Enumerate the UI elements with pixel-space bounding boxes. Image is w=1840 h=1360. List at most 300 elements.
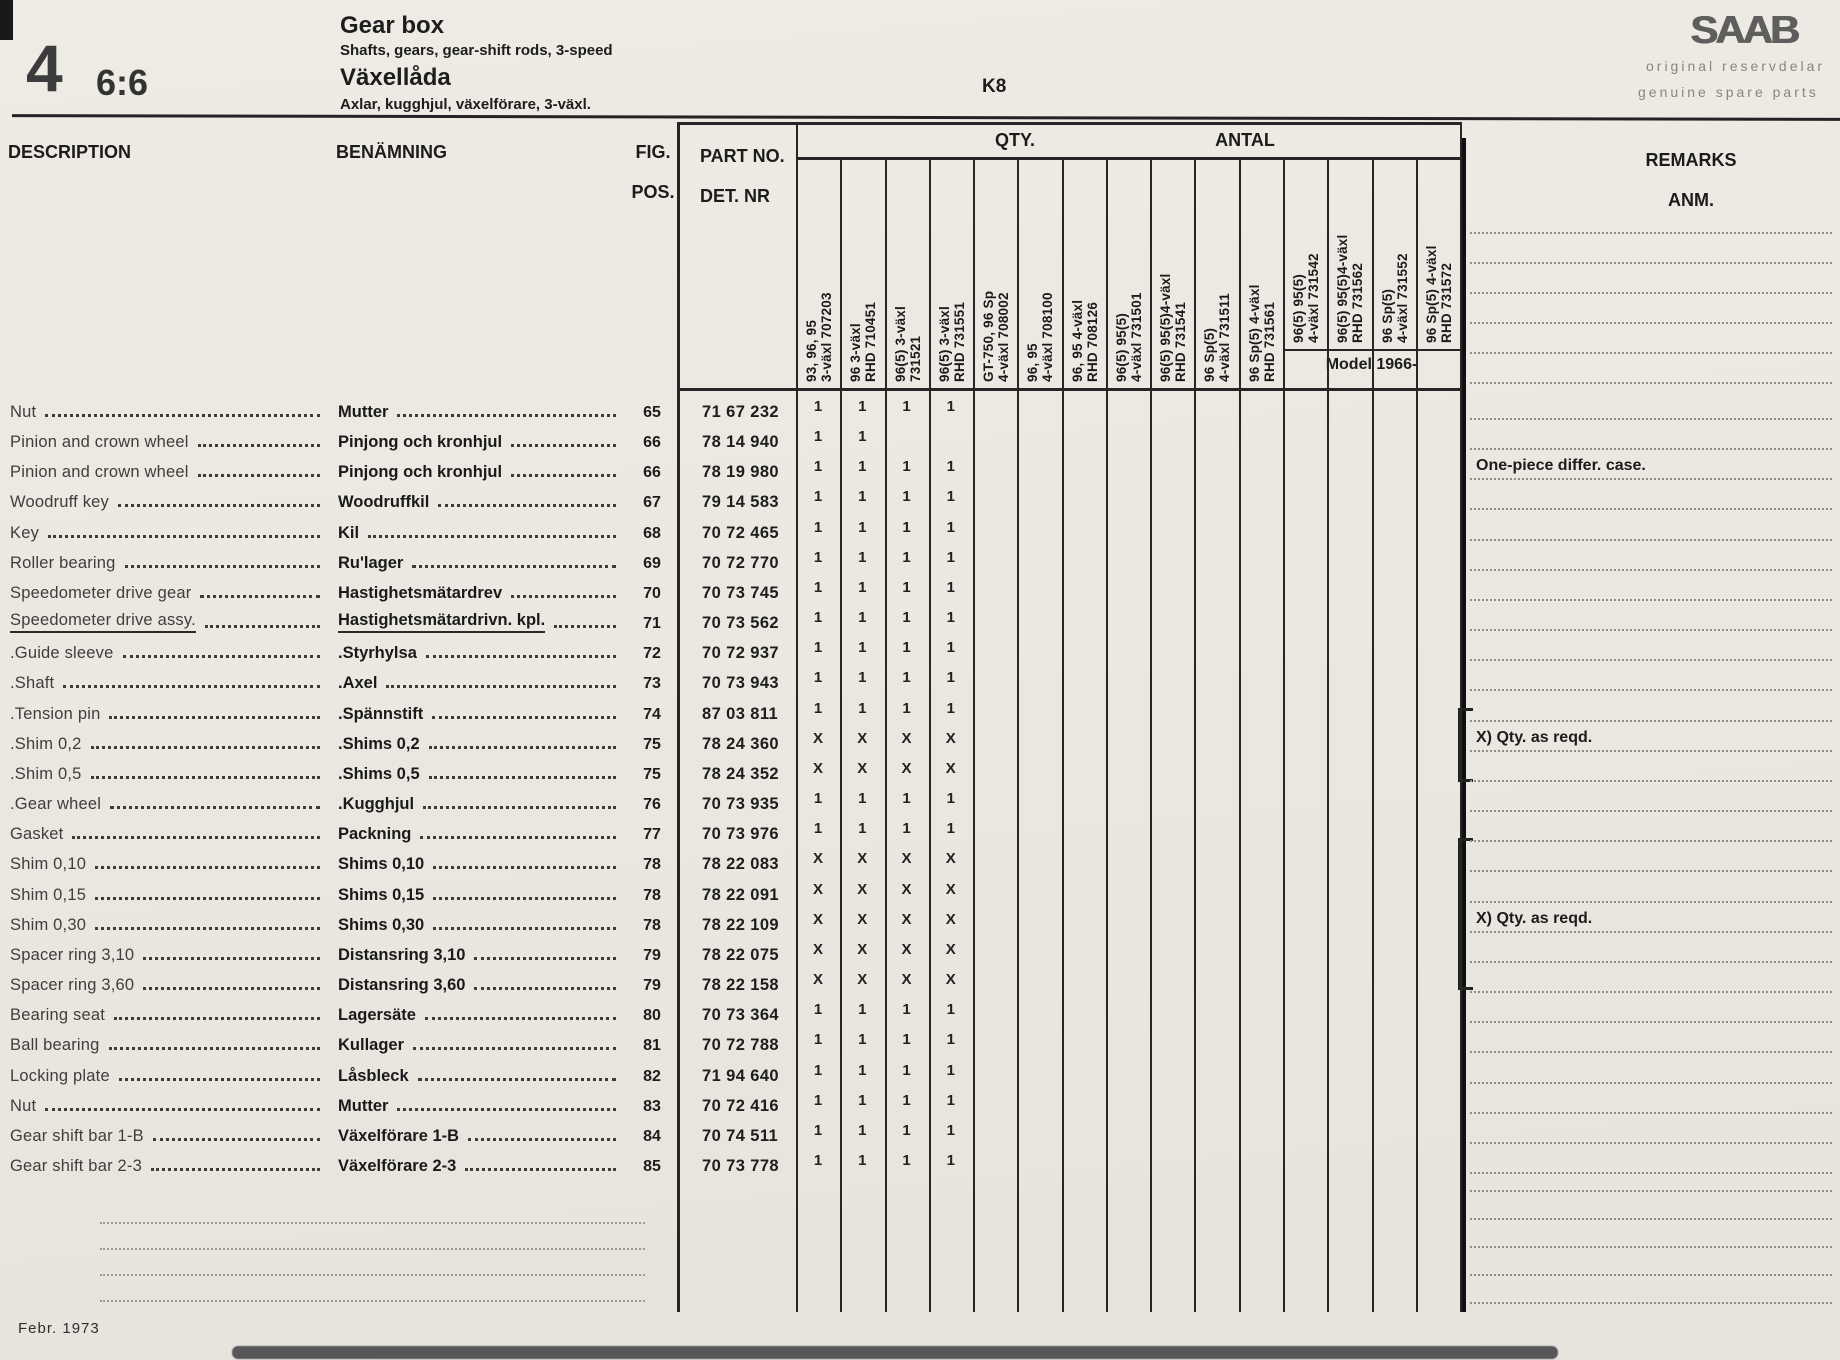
description-cell xyxy=(10,818,332,844)
fig-pos-cell: 69 xyxy=(643,554,661,572)
part-no-cell: 70 73 935 xyxy=(702,795,780,814)
description-cell xyxy=(10,396,332,422)
remarks-dotted-line xyxy=(1470,1051,1832,1053)
blank-dotted-line xyxy=(100,1274,645,1276)
page-title-en: Gear box xyxy=(340,12,445,39)
benamning-text: Hastighetsmätardrev xyxy=(338,583,503,602)
benamning-cell xyxy=(338,939,628,965)
dotted-leader xyxy=(95,897,320,900)
remarks-dotted-line xyxy=(1470,901,1832,903)
qty-cell: 1 xyxy=(902,609,911,627)
qty-cell: 1 xyxy=(813,1001,823,1019)
benamning-cell xyxy=(338,1120,628,1146)
qty-cell: 1 xyxy=(946,1061,955,1079)
remarks-dotted-line xyxy=(1470,322,1832,324)
benamning-text: .Styrhylsa xyxy=(338,644,417,663)
remarks-dotted-line xyxy=(1470,1218,1832,1220)
description-text: Pinion and crown wheel xyxy=(10,433,189,452)
dotted-leader xyxy=(386,685,616,688)
description-text: Gear shift bar 2-3 xyxy=(10,1157,142,1175)
qty-cell: X xyxy=(945,729,956,747)
dotted-leader xyxy=(397,1108,616,1111)
benamning-cell xyxy=(338,728,628,754)
variant-column-text xyxy=(1417,162,1459,345)
dotted-leader xyxy=(554,625,616,628)
remarks-dotted-line xyxy=(1470,1021,1832,1023)
description-cell xyxy=(10,547,332,573)
header-bottom-line xyxy=(677,388,1460,391)
variant-column-text xyxy=(1240,162,1282,384)
benamning-cell xyxy=(338,788,628,814)
remarks-dotted-line xyxy=(1470,599,1832,601)
qty-cell: 1 xyxy=(946,609,955,627)
variant-column-text xyxy=(1018,162,1060,384)
table-row xyxy=(0,848,1840,878)
variant-column-header xyxy=(1328,162,1370,345)
description-text: Nut xyxy=(10,1096,37,1115)
dotted-leader xyxy=(198,444,320,447)
qty-cell: X xyxy=(812,729,823,747)
remark-note: One-piece differ. case. xyxy=(1476,457,1646,475)
remarks-dotted-line xyxy=(1470,961,1832,963)
dotted-leader xyxy=(91,776,321,779)
qty-cell: 1 xyxy=(813,699,823,717)
description-cell xyxy=(10,879,332,905)
col-header-remarks: REMARKS xyxy=(1645,150,1737,170)
header-rule xyxy=(12,114,1840,121)
qty-cell: 1 xyxy=(902,1031,911,1049)
qty-cell: X xyxy=(945,940,956,958)
description-text: .Shaft xyxy=(10,674,55,693)
description-cell xyxy=(10,1060,332,1086)
remarks-dotted-line xyxy=(1470,382,1832,384)
description-cell xyxy=(10,667,332,693)
variant-line2: 731521 xyxy=(907,335,923,382)
qty-cell: 1 xyxy=(902,1061,911,1079)
remarks-dotted-line xyxy=(1470,1112,1832,1114)
variant-line1: 96 Sp(5) 4-växl xyxy=(1246,284,1262,382)
variant-line2: RHD 731551 xyxy=(951,301,967,382)
benamning-text: Shims 0,15 xyxy=(338,885,425,904)
fig-pos-cell: 75 xyxy=(643,765,661,783)
dotted-leader xyxy=(118,504,320,507)
qty-cell: 1 xyxy=(946,1121,955,1139)
benamning-text: Packning xyxy=(338,825,412,844)
qty-cell: X xyxy=(812,759,823,777)
benamning-text: .Spännstift xyxy=(338,704,424,723)
remarks-dotted-line xyxy=(1470,1190,1832,1192)
qty-cell: 1 xyxy=(902,458,911,476)
qty-cell: X xyxy=(857,759,868,777)
remarks-dotted-line xyxy=(1470,1302,1832,1304)
qty-cell: X xyxy=(812,850,823,868)
part-no-cell: 70 72 770 xyxy=(702,553,780,572)
variant-column-text xyxy=(930,162,972,384)
col-header-antal: ANTAL xyxy=(1215,130,1275,150)
qty-cell: 1 xyxy=(813,578,823,596)
description-cell xyxy=(10,607,332,633)
description-text: .Tension pin xyxy=(10,704,101,723)
qty-cell: 1 xyxy=(902,669,911,687)
part-no-cell: 71 67 232 xyxy=(702,403,780,421)
qty-cell: 1 xyxy=(813,790,823,808)
table-row xyxy=(0,486,1840,516)
benamning-cell xyxy=(338,667,628,693)
fig-pos-cell: 66 xyxy=(643,434,661,452)
fig-pos-cell: 73 xyxy=(643,675,661,693)
qty-cell: 1 xyxy=(858,790,867,808)
part-no-cell: 70 73 976 xyxy=(702,825,780,844)
variant-line1: 96(5) 95(5) xyxy=(1290,274,1306,343)
qty-cell: 1 xyxy=(813,398,823,415)
fig-pos-cell: 66 xyxy=(643,464,661,482)
qty-cell: 1 xyxy=(858,578,867,596)
fig-pos-cell: 78 xyxy=(643,886,661,904)
dotted-leader xyxy=(511,444,616,447)
description-cell xyxy=(10,909,332,935)
description-cell xyxy=(10,1120,332,1146)
remarks-dotted-line xyxy=(1470,448,1832,450)
part-no-cell: 70 72 937 xyxy=(702,644,780,663)
col-header-benamning: BENÄMNING xyxy=(336,142,447,162)
fig-pos-cell: 85 xyxy=(643,1158,661,1175)
col-header-pos: POS. xyxy=(631,182,675,202)
part-no-cell: 70 72 416 xyxy=(702,1096,780,1115)
remarks-dotted-line xyxy=(1470,418,1832,420)
table-row xyxy=(0,456,1840,486)
dotted-leader xyxy=(91,746,321,749)
dotted-leader xyxy=(95,866,320,869)
qty-cell: X xyxy=(812,940,823,958)
col-header-description: DESCRIPTION xyxy=(8,142,132,162)
dotted-leader xyxy=(429,776,616,779)
qty-cell: X xyxy=(857,940,868,958)
benamning-text: Shims 0,30 xyxy=(338,915,425,934)
description-cell xyxy=(10,728,332,754)
variant-line1: 96(5) 95(5)4-växl xyxy=(1158,273,1174,382)
blank-dotted-line xyxy=(100,1300,645,1302)
dotted-leader xyxy=(143,987,320,990)
benamning-cell xyxy=(338,848,628,874)
remarks-dotted-line xyxy=(1470,810,1832,812)
brand-tagline-en: genuine spare parts xyxy=(1638,84,1819,100)
remarks-dotted-line xyxy=(1470,539,1832,541)
qty-cell: 1 xyxy=(813,518,823,536)
qty-cell: X xyxy=(812,880,823,898)
description-cell xyxy=(10,577,332,603)
part-no-cell: 87 03 811 xyxy=(702,704,779,723)
plate-code: K8 xyxy=(982,76,1007,97)
description-cell xyxy=(10,1029,332,1055)
qty-cell: 1 xyxy=(858,1061,867,1079)
benamning-cell xyxy=(338,999,628,1025)
qty-cell: 1 xyxy=(902,578,911,596)
part-no-cell: 78 22 075 xyxy=(702,945,780,964)
variant-line1: 96, 95 xyxy=(1025,343,1041,382)
table-row xyxy=(0,788,1840,818)
fig-pos-cell: 83 xyxy=(643,1097,661,1115)
qty-cell: 1 xyxy=(946,1152,955,1169)
variant-column-header xyxy=(1107,162,1149,384)
description-text: Speedometer drive gear xyxy=(10,583,192,602)
table-row xyxy=(0,758,1840,788)
benamning-text: Kil xyxy=(338,523,360,542)
dotted-leader xyxy=(110,806,320,809)
description-text: Key xyxy=(10,523,40,542)
fig-pos-cell: 75 xyxy=(643,735,661,753)
benamning-cell xyxy=(338,607,628,633)
qty-cell: X xyxy=(901,940,912,958)
part-no-cell: 78 14 940 xyxy=(702,433,780,452)
part-no-cell: 78 22 091 xyxy=(702,885,780,904)
description-cell xyxy=(10,969,332,995)
qty-cell: 1 xyxy=(902,548,911,566)
variant-line2: RHD 731541 xyxy=(1173,301,1189,382)
table-row xyxy=(0,818,1840,848)
qty-cell: 1 xyxy=(813,820,823,838)
benamning-text: Mutter xyxy=(338,403,389,421)
qty-cell: 1 xyxy=(813,1121,823,1139)
dotted-leader xyxy=(109,716,320,719)
qty-cell: 1 xyxy=(902,1152,911,1169)
qty-cell: 1 xyxy=(813,458,823,476)
remarks-dotted-line xyxy=(1470,1246,1832,1248)
qty-cell: 1 xyxy=(858,1031,867,1049)
benamning-text: Distansring 3,60 xyxy=(338,976,466,995)
qty-cell: 1 xyxy=(902,488,911,506)
qty-cell: 1 xyxy=(902,820,911,838)
blank-dotted-line xyxy=(100,1248,645,1250)
table-row xyxy=(0,637,1840,667)
remarks-dotted-line xyxy=(1470,870,1832,872)
fig-pos-cell: 71 xyxy=(643,615,661,633)
qty-cell: 1 xyxy=(946,639,955,657)
description-text: Roller bearing xyxy=(10,553,116,572)
col-header-anm: ANM. xyxy=(1668,190,1714,210)
qty-cell: 1 xyxy=(858,1091,867,1109)
remarks-dotted-line xyxy=(1470,750,1832,752)
benamning-text: Hastighetsmätardrivn. kpl. xyxy=(338,611,545,633)
dotted-leader xyxy=(205,625,320,628)
dotted-leader xyxy=(423,806,616,809)
description-text: .Guide sleeve xyxy=(10,644,114,663)
footer-date: Febr. 1973 xyxy=(18,1320,100,1337)
page-subtitle-sv: Axlar, kugghjul, växelförare, 3-växl. xyxy=(340,96,591,113)
benamning-cell xyxy=(338,1029,628,1055)
variant-column-text xyxy=(841,162,883,384)
dotted-leader xyxy=(511,595,616,598)
part-no-cell: 70 73 778 xyxy=(702,1157,780,1175)
qty-cell: 1 xyxy=(858,669,867,687)
dotted-leader xyxy=(198,474,320,477)
benamning-text: Pinjong och kronhjul xyxy=(338,433,503,452)
qty-cell: 1 xyxy=(813,488,823,506)
benamning-text: Växelförare 2-3 xyxy=(338,1157,457,1175)
variant-column-header xyxy=(886,162,928,384)
variant-column-header xyxy=(974,162,1016,384)
description-text: Gasket xyxy=(10,825,64,844)
variant-line2: 4-växl 731542 xyxy=(1305,253,1321,343)
dotted-leader xyxy=(123,655,321,658)
fig-pos-cell: 84 xyxy=(643,1127,661,1145)
fig-pos-cell: 68 xyxy=(643,524,661,542)
qty-cell: 1 xyxy=(902,398,911,415)
variant-line2: 4-växl 731552 xyxy=(1394,253,1410,343)
part-no-cell: 70 73 745 xyxy=(702,583,780,602)
variant-line1: 96(5) 95(5)4-växl xyxy=(1335,234,1351,343)
qty-cell: 1 xyxy=(813,639,823,657)
fig-pos-cell: 80 xyxy=(643,1007,661,1025)
benamning-cell xyxy=(338,517,628,543)
variant-column-text xyxy=(1107,162,1149,384)
benamning-cell xyxy=(338,1150,628,1176)
variant-column-header xyxy=(797,162,839,384)
qty-cell: 1 xyxy=(946,398,955,415)
part-no-cell: 78 19 980 xyxy=(702,463,780,482)
remarks-dotted-line xyxy=(1470,991,1832,993)
qty-cell: 1 xyxy=(946,669,955,687)
dotted-leader xyxy=(438,504,616,507)
dotted-leader xyxy=(397,414,616,417)
variant-line1: 96(5) 3-växl xyxy=(892,306,908,382)
table-row xyxy=(0,547,1840,577)
dotted-leader xyxy=(511,474,616,477)
qty-cell: 1 xyxy=(946,790,955,808)
variant-line1: GT-750, 96 Sp xyxy=(981,290,997,382)
qty-cell: X xyxy=(857,880,868,898)
qty-cell: 1 xyxy=(902,639,911,657)
benamning-cell xyxy=(338,969,628,995)
col-header-qty: QTY. xyxy=(994,130,1035,150)
remarks-dotted-line xyxy=(1470,659,1832,661)
qty-cell: 1 xyxy=(813,1091,823,1109)
qty-cell: X xyxy=(945,850,956,868)
part-no-cell: 78 24 360 xyxy=(702,734,780,753)
table-row xyxy=(0,999,1840,1029)
qty-cell: 1 xyxy=(902,1001,911,1019)
qty-cell: 1 xyxy=(946,488,955,506)
remarks-dotted-line xyxy=(1470,720,1832,722)
description-text: .Gear wheel xyxy=(10,795,102,814)
dotted-leader xyxy=(433,927,616,930)
part-no-cell: 70 72 788 xyxy=(702,1036,780,1055)
description-text: Gear shift bar 1-B xyxy=(10,1126,144,1145)
part-no-cell: 70 73 943 xyxy=(702,674,780,693)
description-cell xyxy=(10,939,332,965)
table-row xyxy=(0,969,1840,999)
description-text: .Shim 0,2 xyxy=(10,734,82,753)
qty-cell: 1 xyxy=(946,1031,955,1049)
benamning-cell xyxy=(338,486,628,512)
remarks-dotted-line xyxy=(1470,689,1832,691)
table-row xyxy=(0,396,1840,426)
description-cell xyxy=(10,486,332,512)
remarks-dotted-line xyxy=(1470,1172,1832,1174)
description-text: Pinion and crown wheel xyxy=(10,463,189,482)
remarks-dotted-line xyxy=(1470,292,1832,294)
description-text: Spacer ring 3,10 xyxy=(10,945,135,964)
qty-cell: 1 xyxy=(858,398,867,415)
part-no-cell: 78 22 109 xyxy=(702,915,780,934)
variant-line1: 93, 96, 95 xyxy=(804,319,819,382)
description-text: Speedometer drive assy. xyxy=(10,611,196,633)
part-no-cell: 79 14 583 xyxy=(702,493,780,512)
remarks-dotted-line xyxy=(1470,1274,1832,1276)
benamning-text: Lagersäte xyxy=(338,1006,416,1025)
col-header-part-no: PART NO. xyxy=(700,146,785,166)
dotted-leader xyxy=(432,716,616,719)
fig-pos-cell: 72 xyxy=(643,645,661,663)
benamning-cell xyxy=(338,758,628,784)
remark-note: X) Qty. as reqd. xyxy=(1476,909,1593,927)
benamning-cell xyxy=(338,1060,628,1086)
qty-cell: 1 xyxy=(858,488,867,506)
fig-pos-cell: 78 xyxy=(643,856,661,874)
fig-pos-cell: 65 xyxy=(643,404,661,421)
variant-column-text xyxy=(797,162,839,384)
qty-cell: X xyxy=(901,880,912,898)
qty-cell: 1 xyxy=(946,458,955,476)
description-cell xyxy=(10,456,332,482)
variant-line1: 96, 95 4-växl xyxy=(1069,299,1085,382)
fig-pos-cell: 77 xyxy=(643,826,661,844)
dotted-leader xyxy=(465,1168,616,1171)
fig-pos-cell: 76 xyxy=(643,796,661,814)
benamning-text: Distansring 3,10 xyxy=(338,945,466,964)
qty-cell: 1 xyxy=(946,699,955,717)
description-text: .Shim 0,5 xyxy=(10,764,82,783)
description-cell xyxy=(10,1150,332,1176)
description-text: Nut xyxy=(10,403,37,421)
table-row xyxy=(0,517,1840,547)
table-row xyxy=(0,426,1840,456)
variant-line2: 4-växl 731511 xyxy=(1217,293,1233,382)
qty-cell: 1 xyxy=(813,669,823,687)
table-row xyxy=(0,1150,1840,1180)
qty-cell: 1 xyxy=(858,1121,867,1139)
benamning-text: .Axel xyxy=(338,674,378,693)
description-text: Spacer ring 3,60 xyxy=(10,976,135,995)
fig-pos-cell: 74 xyxy=(643,705,661,723)
variant-column-text xyxy=(1328,162,1370,345)
part-no-cell: 78 24 352 xyxy=(702,764,780,783)
page-subtitle-en: Shafts, gears, gear-shift rods, 3-speed xyxy=(340,42,613,59)
qty-cell: X xyxy=(857,850,868,868)
qty-cell: 1 xyxy=(858,639,867,657)
section-number: 4 xyxy=(26,31,63,105)
description-text: Shim 0,10 xyxy=(10,855,87,874)
table-row xyxy=(0,698,1840,728)
dotted-leader xyxy=(474,987,616,990)
table-row xyxy=(0,909,1840,939)
qty-cell: X xyxy=(901,910,912,928)
benamning-cell xyxy=(338,879,628,905)
qty-cell: 1 xyxy=(813,1031,823,1049)
dotted-leader xyxy=(48,535,320,538)
variant-line2: RHD 731562 xyxy=(1350,262,1366,343)
qty-cell: 1 xyxy=(858,548,867,566)
qty-cell: 1 xyxy=(813,1061,823,1079)
remarks-dotted-line xyxy=(1470,352,1832,354)
qty-band-line xyxy=(796,157,1460,160)
qty-cell: 1 xyxy=(858,458,867,476)
benamning-text: Mutter xyxy=(338,1096,389,1115)
remark-note: X) Qty. as reqd. xyxy=(1476,728,1593,746)
qty-cell: 1 xyxy=(902,1091,911,1109)
remarks-dotted-line xyxy=(1470,508,1832,510)
description-cell xyxy=(10,758,332,784)
table-row xyxy=(0,939,1840,969)
